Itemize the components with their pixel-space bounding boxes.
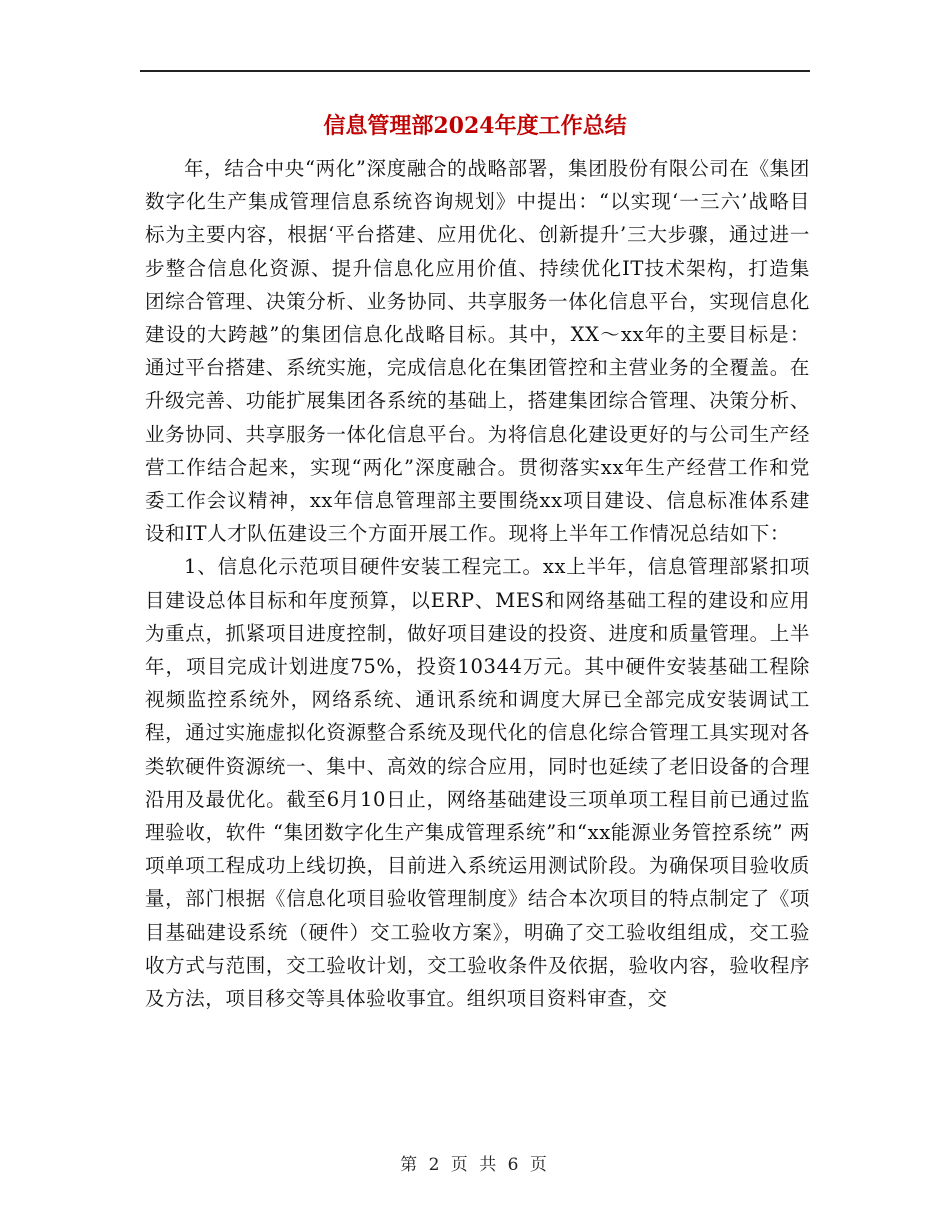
- intro-paragraph: 年，结合中央“两化”深度融合的战略部署，集团股份有限公司在《集团数字化生产集成管理信息系统咨询规划》中提出：“以实现‘一三六’战略目标为主要内容，根据‘平台搭建、应用优化、创新提升’三大步骤，通过进一步整合信息化资源、提升信息化应用价值、持续优化IT技术架构，打造集团综合管理、决策分析、业务协同、共享服务一体化信息平台，实现信息化建设的大跨越”的集团信息化战略目标。其中，XX～xx年的主要目标是：通过平台搭建、系统实施，完成信息化在集团管控和主营业务的全覆盖。在升级完善、功能扩展集团各系统的基础上，搭建集团综合管理、决策分析、业务协同、共享服务一体化信息平台。为将信息化建设更好的与公司生产经营工作结合起来，实现“两化”深度融合。贯彻落实xx年生产经营工作和党委工作会议精神，xx年信息管理部主要围绕xx项目建设、信息标准体系建设和IT人才队伍建设三个方面开展工作。现将上半年工作情况总结如下：: [145, 157, 810, 546]
- header-rule: [140, 70, 810, 72]
- section-1-paragraph: 1、信息化示范项目硬件安装工程完工。xx上半年，信息管理部紧扣项目建设总体目标和年度预算，以ERP、MES和网络基础工程的建设和应用为重点，抓紧项目进度控制，做好项目建设的投资、进度和质量管理。上半年，项目完成计划进度75%，投资10344万元。其中硬件安装基础工程除视频监控系统外，网络系统、通讯系统和调度大屏已全部完成安装调试工程，通过实施虚拟化资源整合系统及现代化的信息化综合管理工具实现对各类软硬件资源统一、集中、高效的综合应用，同时也延续了老旧设备的合理沿用及最优化。截至6月10日止，网络基础建设三项单项工程目前已通过监理验收，软件 “集团数字化生产集成管理系统”和“xx能源业务管控系统” 两项单项工程成功上线切换，目前进入系统运用测试阶段。为确保项目验收质量，部门根据《信息化项目验收管理制度》结合本次项目的特点制定了《项目基础建设系统（硬件）交工验收方案》，明确了交工验收组组成，交工验收方式与范围，交工验收计划，交工验收条件及依据，验收内容，验收程序及方法，项目移交等具体验收事宜。组织项目资料审查，交: [145, 555, 810, 1011]
- page-footer: 第 2 页 共 6 页: [400, 1155, 550, 1175]
- document-title: 信息管理部2024年度工作总结: [323, 113, 627, 139]
- document-body: [145, 152, 810, 1015]
